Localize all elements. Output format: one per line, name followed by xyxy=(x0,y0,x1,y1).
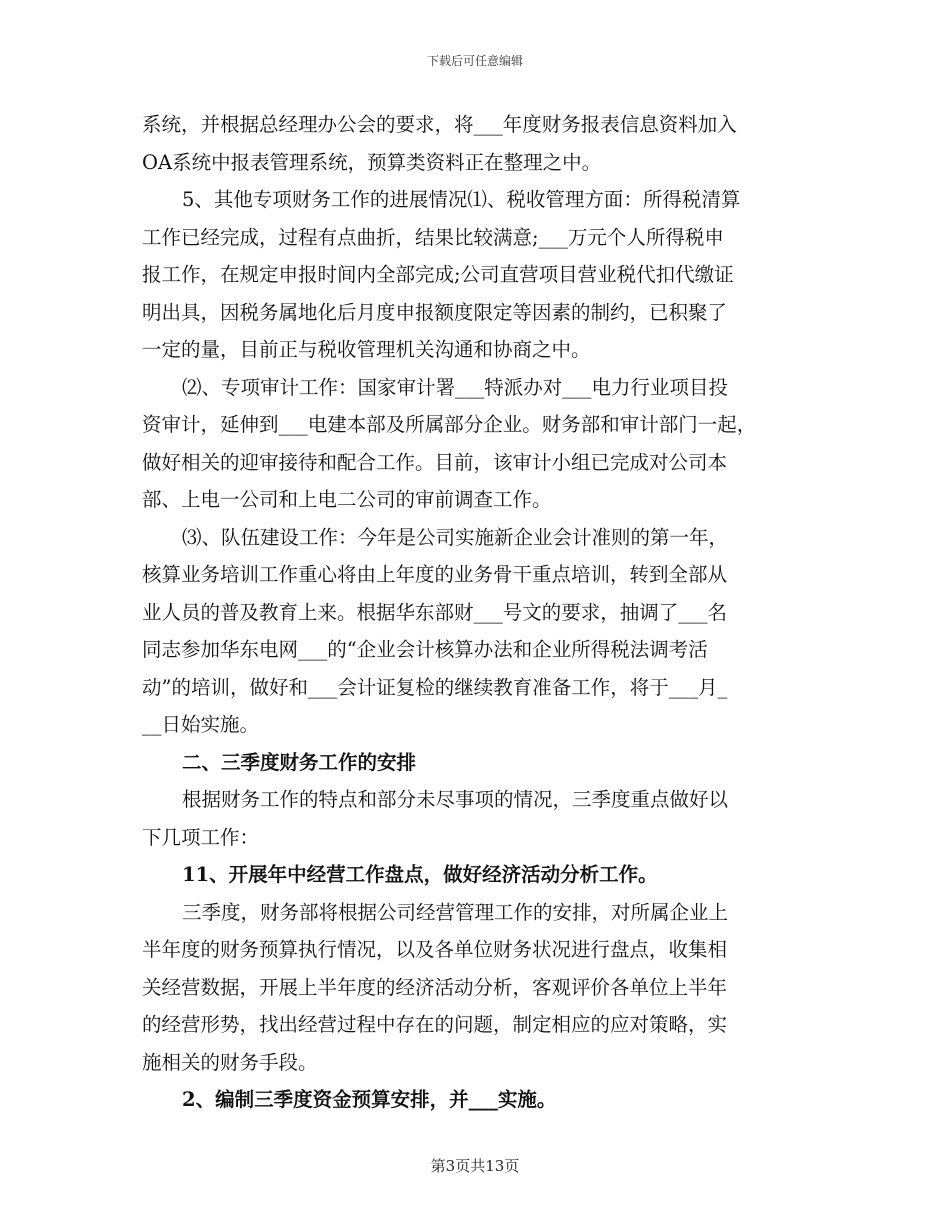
text-line: 三季度，财务部将根据公司经营管理工作的安排，对所属企业上 xyxy=(182,900,729,924)
text-line: 明出具，因税务属地化后月度申报额度限定等因素的制约，已积聚了 xyxy=(142,300,728,324)
text-line: 半年度的财务预算执行情况，以及各单位财务状况进行盘点，收集相 xyxy=(142,938,728,961)
text-line: 核算业务培训工作重心将由上年度的业务骨干重点培训，转到全部从 xyxy=(142,563,728,586)
text-line: 根据财务工作的特点和部分未尽事项的情况，三季度重点做好以 xyxy=(182,788,729,811)
document-body xyxy=(142,106,812,1119)
text-line: 动”的培训，做好和___会计证复检的继续教育准备工作，将于___月_ xyxy=(142,675,728,699)
text-line: 部、上电一公司和上电二公司的审前调查工作。 xyxy=(142,488,552,511)
text-line: 的经营形势，找出经营过程中存在的问题，制定相应的应对策略，实 xyxy=(142,1013,728,1036)
text-line: 二、三季度财务工作的安排 xyxy=(182,750,417,774)
text-line: 同志参加华东电网___的“企业会计核算办法和企业所得税法调考活 xyxy=(142,638,708,661)
text-line: 系统，并根据总经理办公会的要求，将___年度财务报表信息资料加入 xyxy=(142,113,737,136)
text-line: 业人员的普及教育上来。根据华东部财___号文的要求，抽调了___名 xyxy=(142,600,728,624)
text-line: 2、编制三季度资金预算安排，并___实施。 xyxy=(182,1088,557,1111)
text-line: OA系统中报表管理系统，预算类资料正在整理之中。 xyxy=(142,150,602,174)
text-line: 施相关的财务手段。 xyxy=(142,1050,318,1074)
text-line: 一定的量，目前正与税收管理机关沟通和协商之中。 xyxy=(142,338,591,361)
text-line: 下几项工作： xyxy=(142,825,260,849)
text-line: 资审计，延伸到___电建本部及所属部分企业。财务部和审计部门一起， xyxy=(142,413,757,436)
text-line: 5、其他专项财务工作的进展情况⑴、税收管理方面：所得税清算 xyxy=(182,188,741,211)
text-line: ⑶、队伍建设工作：今年是公司实施新企业会计准则的第一年， xyxy=(182,525,729,549)
page-header: 下载后可任意编辑 xyxy=(426,54,523,68)
text-line: ⑵、专项审计工作：国家审计署___特派办对___电力行业项目投 xyxy=(182,375,729,399)
text-line: 11、开展年中经营工作盘点，做好经济活动分析工作。 xyxy=(182,863,658,886)
page-footer: 第3页共13页 xyxy=(430,1157,520,1175)
text-line: __日始实施。 xyxy=(142,713,260,736)
text-line: 做好相关的迎审接待和配合工作。目前，该审计小组已完成对公司本 xyxy=(142,450,728,474)
text-line: 工作已经完成，过程有点曲折，结果比较满意;___万元个人所得税申 xyxy=(142,225,724,249)
text-line: 关经营数据，开展上半年度的经济活动分析，客观评价各单位上半年 xyxy=(142,975,728,999)
text-line: 报工作，在规定申报时间内全部完成;公司直营项目营业税代扣代缴证 xyxy=(142,263,734,286)
